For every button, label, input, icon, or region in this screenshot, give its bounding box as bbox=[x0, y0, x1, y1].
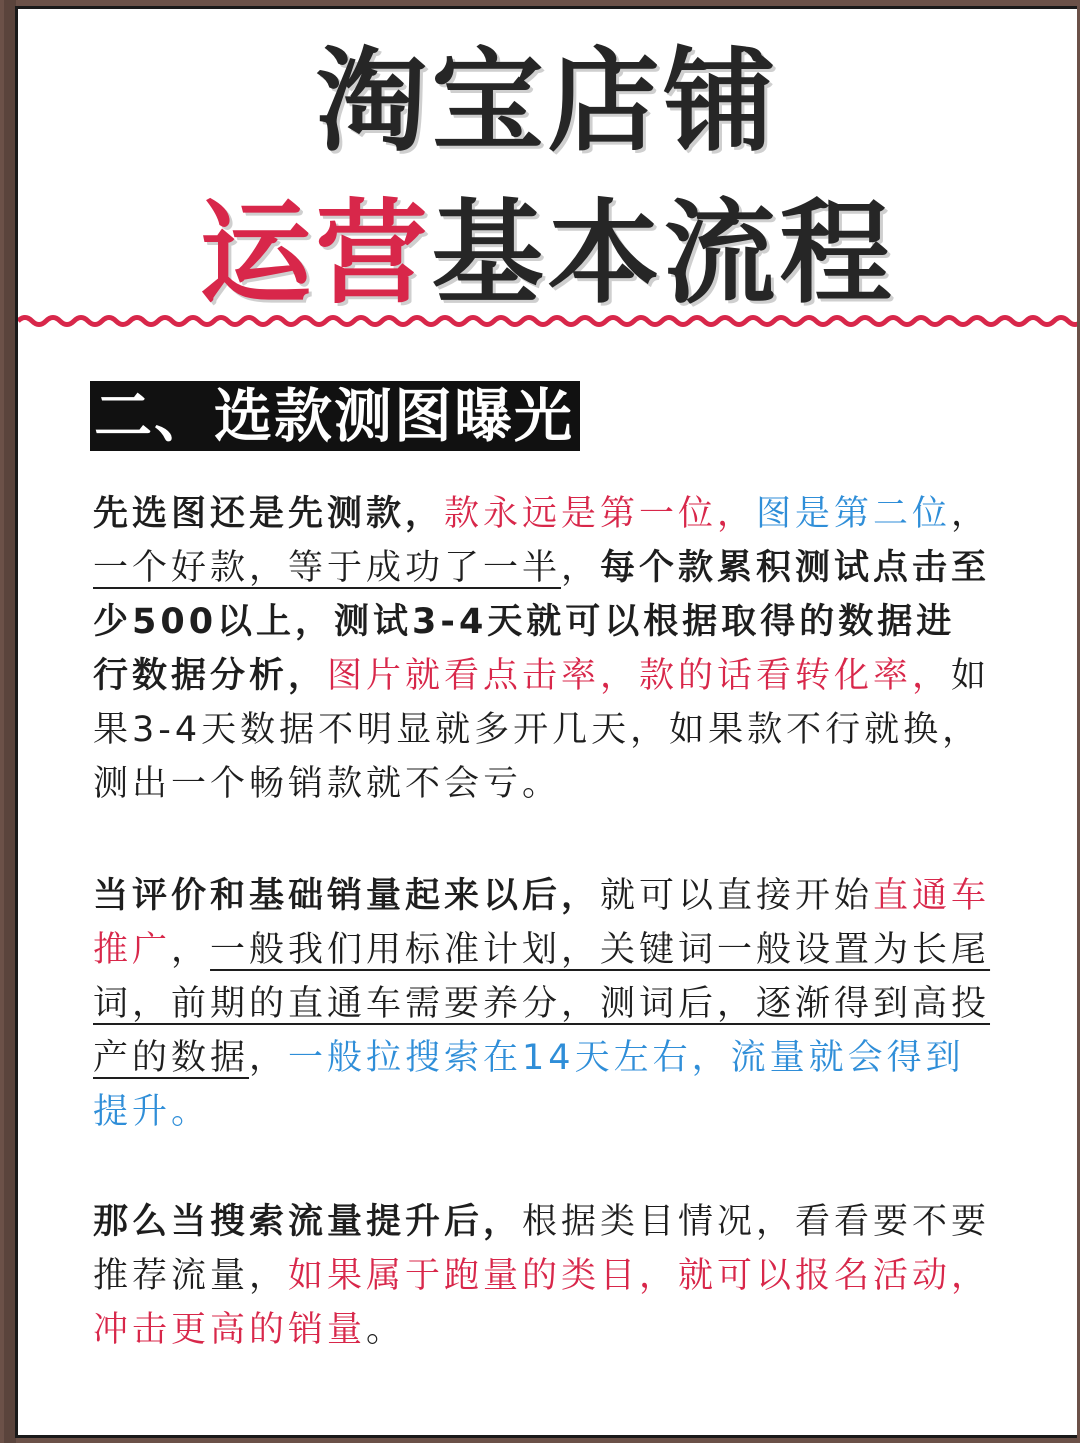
p1-comma-2: ， bbox=[561, 548, 601, 588]
p3-red: 如果属于跑量的类目，就可以报名活动，冲击更高的销量 bbox=[93, 1256, 991, 1350]
section-heading: 二、选款测图曝光 bbox=[90, 381, 580, 451]
title-rest: 基本流程 bbox=[431, 188, 896, 319]
title-line-1: 淘宝店铺 bbox=[315, 36, 780, 167]
paragraph-3 bbox=[93, 1195, 993, 1357]
p1-blue-1: 图是第二位 bbox=[756, 494, 952, 534]
p1-red-1: 款永远是第一位， bbox=[444, 494, 757, 534]
p2-comma: ， bbox=[171, 930, 211, 970]
p1-bold: 每个款累积测试点击至少500以上，测试3-4天就可以根据取得的数据进行数据分析， bbox=[93, 548, 991, 696]
p3-end: 。 bbox=[366, 1310, 406, 1350]
p2-blue: 一般拉搜索在14天左右，流量就会得到提升。 bbox=[93, 1038, 965, 1132]
p2-red: 直通车推广 bbox=[93, 876, 991, 970]
p2-comma-2: ， bbox=[249, 1038, 289, 1078]
p1-underline: 一个好款，等于成功了一半 bbox=[93, 548, 562, 588]
p2-underline: 一般我们用标准计划，关键词一般设置为长尾词，前期的直通车需要养分，测词后，逐渐得到高投产的数据 bbox=[93, 930, 991, 1078]
p1-tail: 如果3-4天数据不明显就多开几天，如果款不行就换，测出一个畅销款就不会亏。 bbox=[93, 656, 991, 804]
p2-plain: 就可以直接开始 bbox=[600, 876, 874, 916]
p1-lead: 先选图还是先测款， bbox=[93, 494, 445, 534]
paragraph-1 bbox=[93, 487, 993, 811]
p3-plain: 根据类目情况，看看要不要推荐流量， bbox=[93, 1202, 991, 1296]
title-accent: 运营 bbox=[199, 188, 432, 319]
p1-comma: ， bbox=[951, 494, 991, 534]
p3-lead: 那么当搜索流量提升后， bbox=[93, 1202, 523, 1242]
p2-lead: 当评价和基础销量起来以后， bbox=[93, 876, 601, 916]
document-page bbox=[15, 6, 1077, 1438]
paragraph-2 bbox=[93, 869, 993, 1139]
p1-red-2: 图片就看点击率，款的话看转化率， bbox=[327, 656, 952, 696]
wavy-divider bbox=[18, 299, 1077, 339]
